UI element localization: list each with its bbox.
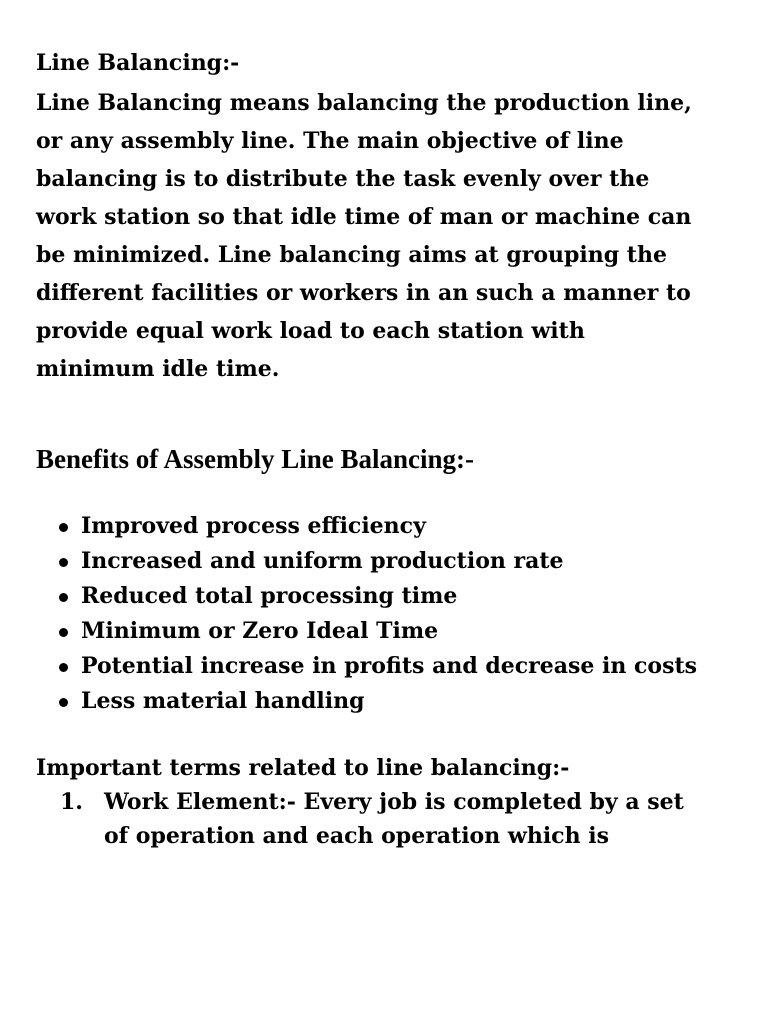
list-item (36, 509, 736, 544)
list-item (36, 544, 736, 579)
benefit-text: Reduced total processing time (81, 583, 458, 609)
benefits-list (36, 509, 736, 719)
benefit-text: Less material handling (81, 688, 365, 714)
intro-line: work station so that idle time of man or machine can (36, 204, 692, 230)
bullet-icon (59, 558, 68, 567)
bullet-icon (59, 593, 68, 602)
bullet-icon (59, 663, 68, 672)
benefit-text: Improved process efficiency (81, 513, 426, 539)
section-heading-line-balancing: Line Balancing:- (36, 50, 240, 76)
benefit-text: Increased and uniform production rate (81, 548, 564, 574)
list-item (36, 579, 736, 614)
intro-paragraph (36, 84, 736, 388)
section-heading-benefits: Benefits of Assembly Line Balancing:- (36, 444, 475, 474)
term-line: Work Element:- Every job is completed by a set (104, 789, 684, 815)
bullet-icon (59, 628, 68, 637)
list-item (36, 649, 736, 684)
bullet-icon (59, 698, 68, 707)
term-number: 1. (60, 789, 83, 815)
intro-line: or any assembly line. The main objective of line (36, 128, 624, 154)
intro-line: Line Balancing means balancing the production line, (36, 90, 692, 116)
list-item (36, 785, 736, 853)
list-item (36, 684, 736, 719)
benefit-text: Potential increase in profits and decrease in costs (81, 653, 698, 679)
intro-line: be minimized. Line balancing aims at grouping the (36, 242, 667, 268)
term-line: of operation and each operation which is (104, 823, 609, 849)
bullet-icon (59, 523, 68, 532)
intro-line: different facilities or workers in an such a manner to (36, 280, 691, 306)
section-heading-important-terms: Important terms related to line balancing:- (36, 755, 570, 781)
terms-list (36, 785, 736, 853)
intro-line: minimum idle time. (36, 356, 280, 382)
intro-line: provide equal work load to each station with (36, 318, 585, 344)
intro-line: balancing is to distribute the task evenly over the (36, 166, 650, 192)
list-item (36, 614, 736, 649)
document-page (36, 48, 736, 853)
benefit-text: Minimum or Zero Ideal Time (81, 618, 439, 644)
